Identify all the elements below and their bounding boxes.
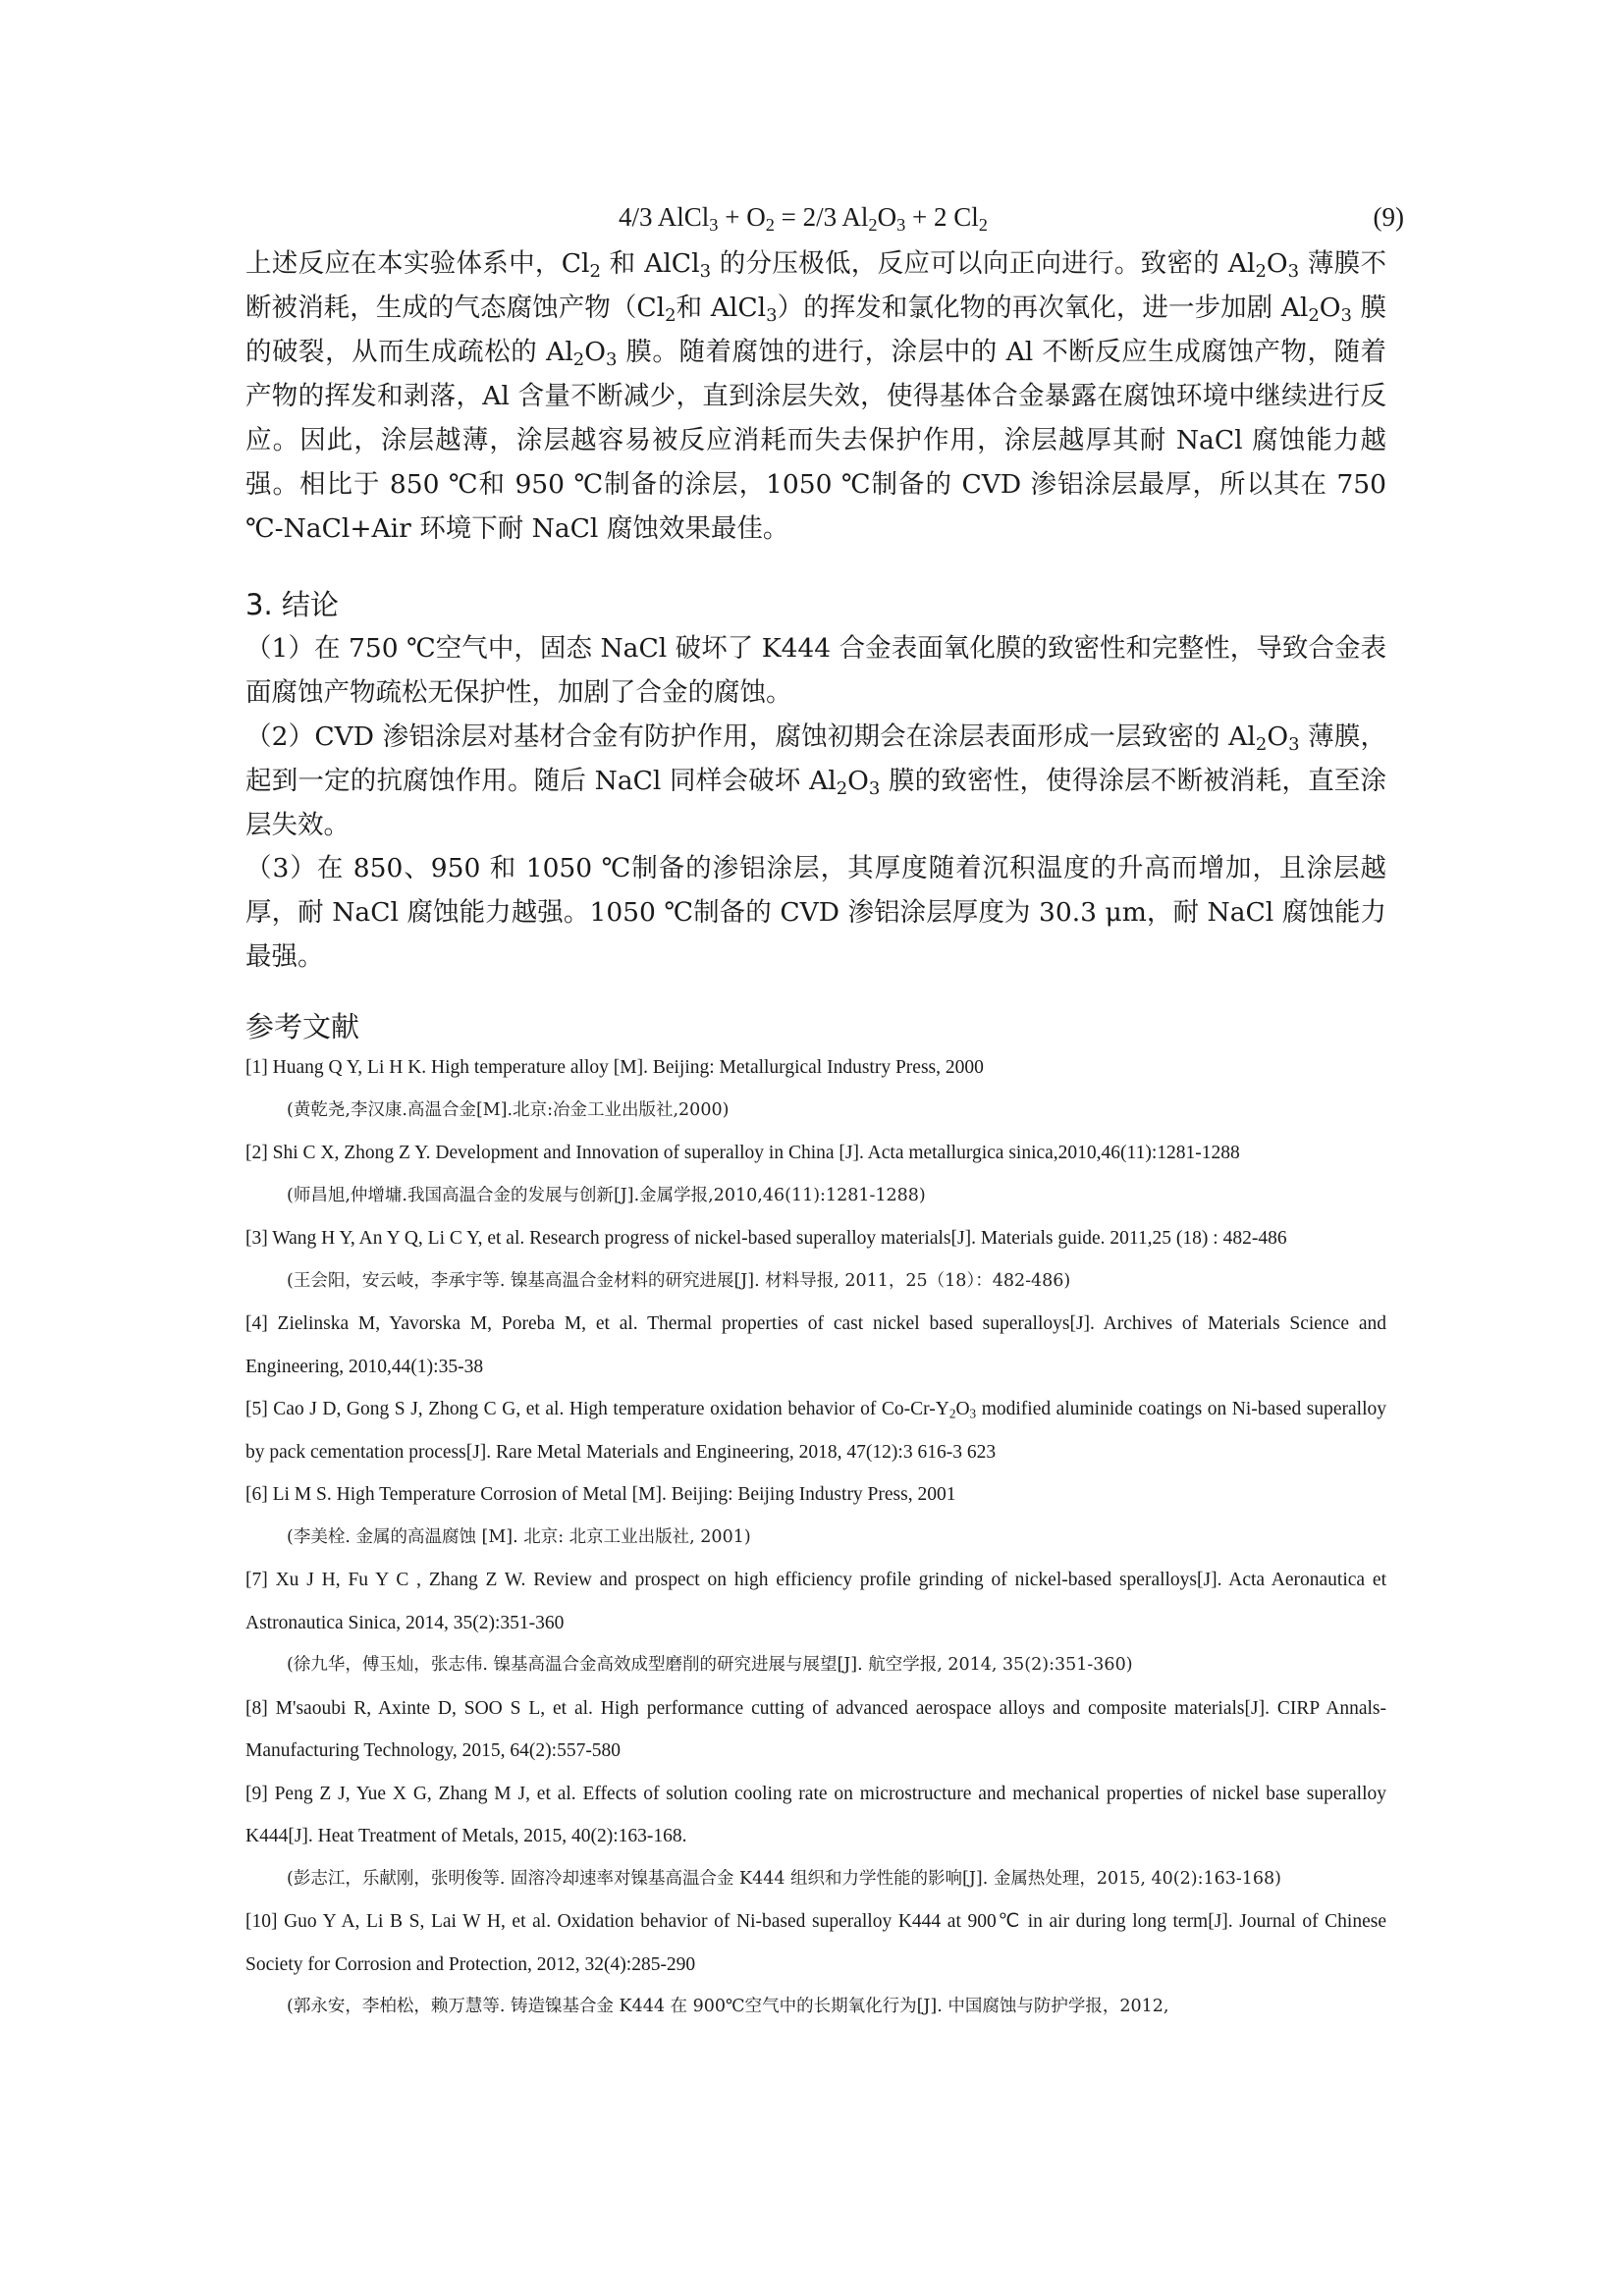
subscript: 2 (665, 305, 677, 327)
text-run: 薄膜，起到一定的抗腐蚀作用。随后 NaCl 同样会破坏 Al (245, 721, 1386, 796)
subscript: 2 (1255, 261, 1267, 283)
text-run: 和 AlCl (600, 248, 700, 279)
conclusion-item-1: （1）在 750 ℃空气中，固态 NaCl 破坏了 K444 合金表面氧化膜的致密性和完整性，导致合金表面腐蚀产物疏松无保护性，加剧了合金的腐蚀。 (245, 633, 1386, 708)
text-run: [5] Cao J D, Gong S J, Zhong C G, et al. High temperature oxidation behavior of Co-Cr-Y (245, 1399, 949, 1419)
eq-term: = 2/3 Al (774, 202, 869, 232)
subscript: 2 (572, 349, 585, 371)
subscript: 3 (1340, 305, 1352, 327)
subscript: 3 (868, 778, 881, 800)
reference-9-chinese: (彭志江，乐献刚，张明俊等. 固溶冷却速率对镍基高温合金 K444 组织和力学性能的影响[J]. 金属热处理，2015, 40(2):163-168) (287, 1868, 1282, 1889)
reference-7: [7] Xu J H, Fu Y C , Zhang Z W. Review and prospect on high efficiency profile grinding of nickel-based speralloys[J]. Acta Aeronautica et Astronautica Sinica, 2014, 35(2):351-360 (245, 1570, 1386, 1633)
equation-expression (619, 202, 988, 236)
eq-subscript: 2 (978, 215, 988, 236)
reference-6: [6] Li M S. High Temperature Corrosion of Metal [M]. Beijing: Beijing Industry Press, 2001 (245, 1484, 956, 1505)
text-run: O (1319, 293, 1341, 323)
subscript: 2 (589, 261, 601, 283)
eq-term: O (877, 202, 897, 232)
subscript: 2 (836, 778, 848, 800)
eq-subscript: 3 (896, 215, 906, 236)
text-run: 膜的破裂，从而生成疏松的 Al (245, 293, 1386, 367)
text-run: 膜。随着腐蚀的进行，涂层中的 Al 不断反应生成腐蚀产物，随着产物的挥发和剥落，Al 含量不断减少，直到涂层失效，使得基体合金暴露在腐蚀环境中继续进行反应。因此，涂层越薄，涂层越容易被反应消耗而失去保护作用，涂层越厚其耐 NaCl 腐蚀能力越强。相比于 850 ℃和 950 ℃制备的涂层，1050 ℃制备的 CVD 渗铝涂层最厚，所以其在 750 ℃-NaCl+Air 环境下耐 NaCl 腐蚀效果最佳。 (245, 337, 1386, 544)
reference-2: [2] Shi C X, Zhong Z Y. Development and Innovation of superalloy in China [J]. Acta metallurgica sinica,2010,46(11):1281-1288 (245, 1143, 1240, 1163)
eq-subscript: 3 (709, 215, 719, 236)
equation-number: (9) (1373, 202, 1404, 232)
subscript: 2 (948, 1406, 956, 1421)
text-run: O (847, 766, 869, 796)
reference-3: [3] Wang H Y, An Y Q, Li C Y, et al. Research progress of nickel-based superalloy materials[J]. Materials guide. 2011,25 (18) : 482-486 (245, 1228, 1287, 1249)
text-run: O (1267, 721, 1289, 752)
reference-8: [8] M'saoubi R, Axinte D, SOO S L, et al. High performance cutting of advanced aerospace alloys and composite materials[J]. CIRP Annals-Manufacturing Technology, 2015, 64(2):557-580 (245, 1697, 1386, 1761)
text-run: 上述反应在本实验体系中，Cl (245, 248, 590, 279)
reference-1-chinese: (黄乾尧,李汉康.高温合金[M].北京:冶金工业出版社,2000) (287, 1099, 730, 1120)
eq-term: + O (718, 202, 766, 232)
reference-3-chinese: (王会阳，安云岐，李承宇等. 镍基高温合金材料的研究进展[J]. 材料导报, 2011，25（18）：482-486) (287, 1270, 1071, 1291)
subscript: 3 (606, 349, 618, 371)
reference-10-chinese: (郭永安，李柏松，赖万慧等. 铸造镍基合金 K444 在 900℃空气中的长期氧化行为[J]. 中国腐蚀与防护学报，2012, (287, 1997, 1169, 2016)
conclusion-item-2 (245, 715, 1386, 847)
reference-5 (245, 1388, 1386, 1473)
eq-subscript: 2 (765, 215, 775, 236)
subscript: 3 (699, 261, 712, 283)
text-run: 的分压极低，反应可以向正向进行。致密的 Al (711, 248, 1256, 279)
text-run: O (584, 337, 606, 367)
equation-9 (245, 202, 1404, 241)
reference-4: [4] Zielinska M, Yavorska M, Poreba M, et al. Thermal properties of cast nickel based superalloys[J]. Archives of Materials Science and Engineering, 2010,44(1):35-38 (245, 1313, 1386, 1377)
subscript: 3 (766, 305, 778, 327)
subscript: 3 (1287, 261, 1300, 283)
text-run: ）的挥发和氯化物的再次氧化，进一步加剧 Al (777, 293, 1309, 323)
reference-10: [10] Guo Y A, Li B S, Lai W H, et al. Oxidation behavior of Ni-based superalloy K444 at 900℃ in air during long term[J]. Journal of Chinese Society for Corrosion and Protection, 2012, 32(4):285-290 (245, 1911, 1386, 1975)
reference-2-chinese: (师昌旭,仲增墉.我国高温合金的发展与创新[J].金属学报,2010,46(11):1281-1288) (287, 1185, 926, 1205)
discussion-paragraph (245, 241, 1386, 551)
section-heading-references: 参考文献 (245, 1010, 360, 1043)
eq-subscript: 2 (868, 215, 878, 236)
reference-1: [1] Huang Q Y, Li H K. High temperature alloy [M]. Beijing: Metallurgical Industry Press, 2000 (245, 1057, 984, 1078)
section-heading-conclusion: 3. 结论 (245, 588, 339, 621)
conclusion-item-3: （3）在 850、950 和 1050 ℃制备的渗铝涂层，其厚度随着沉积温度的升高而增加，且涂层越厚，耐 NaCl 腐蚀能力越强。1050 ℃制备的 CVD 渗铝涂层厚度为 30.3 μm，耐 NaCl 腐蚀能力最强。 (245, 853, 1386, 972)
reference-list (245, 1046, 1386, 2029)
text-run: 薄膜不断被消耗，生成的气态腐蚀产物（Cl (245, 248, 1386, 323)
subscript: 2 (1255, 734, 1268, 756)
eq-term: + 2 Cl (905, 202, 979, 232)
text-run: （2）CVD 渗铝涂层对基材合金有防护作用，腐蚀初期会在涂层表面形成一层致密的 Al (245, 721, 1256, 752)
eq-term: 4/3 AlCl (619, 202, 710, 232)
subscript: 3 (969, 1406, 977, 1421)
reference-9: [9] Peng Z J, Yue X G, Zhang M J, et al. Effects of solution cooling rate on microstructure and mechanical properties of nickel base superalloy K444[J]. Heat Treatment of Metals, 2015, 40(2):163-168. (245, 1783, 1386, 1846)
text-run: O (955, 1399, 970, 1419)
reference-6-chinese: (李美栓. 金属的高温腐蚀 [M]. 北京: 北京工业出版社, 2001) (287, 1526, 751, 1547)
text-run: 膜的致密性，使得涂层不断被消耗，直至涂层失效。 (245, 766, 1386, 840)
subscript: 2 (1308, 305, 1320, 327)
reference-7-chinese: (徐九华，傅玉灿，张志伟. 镍基高温合金高效成型磨削的研究进展与展望[J]. 航空学报, 2014, 35(2):351-360) (287, 1655, 1133, 1675)
text-run: modified aluminide coatings on Ni-based superalloy by pack cementation process[J]. Rare Metal Materials and Engineering, 2018, 47(12):3 616-3 623 (245, 1399, 1386, 1463)
text-run: 和 AlCl (676, 293, 767, 323)
text-run: O (1266, 248, 1288, 279)
subscript: 3 (1288, 734, 1300, 756)
